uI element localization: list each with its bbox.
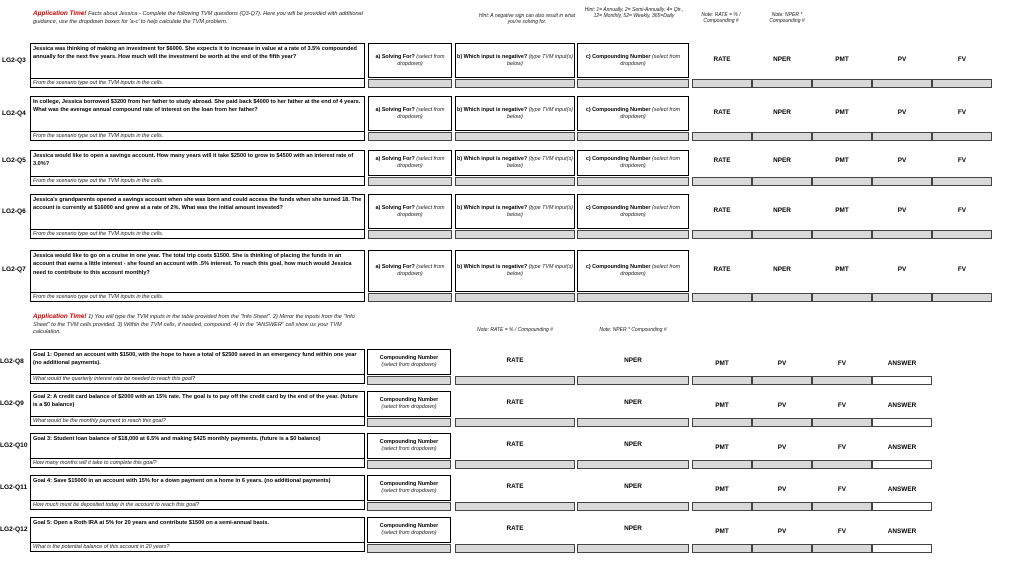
pmt-input[interactable] [812,177,872,186]
compounding-label: c) Compounding Number [585,156,651,162]
compounding-sub: (select from dropdown) [381,488,437,494]
note-nper: Note: NPER * Compounding # [769,12,805,25]
part1-intro-text: Facts about Jessica - Complete the following TVM questions (Q3-Q7). Here you will be provided with additional guidance, use the dropdown boxes for 'a-c' to help calculate the TVM problem. [33,11,363,25]
rate-header: RATE [506,483,524,490]
negative-sub: (type TVM input(s) below) [507,106,573,120]
goal-question: How much must be deposited today in the account to reach this goal? [31,500,364,509]
fv-header: FV [837,486,847,493]
pmt-input[interactable] [812,230,872,239]
negative-input[interactable] [455,293,575,302]
scenario-input-field[interactable]: From the scenario type out the TVM inputs in the cells. [31,229,364,238]
row-id: LG2-Q5 [2,157,26,164]
answer-input[interactable] [872,418,932,427]
fv-header: FV [837,360,847,367]
scenario-input-field[interactable]: From the scenario type out the TVM inputs in the cells. [31,78,364,87]
scenario-input-field[interactable]: From the scenario type out the TVM inputs in the cells. [31,176,364,185]
compounding-sub: (select from dropdown) [620,264,681,277]
goal-box [30,475,365,510]
goal-box [30,391,365,426]
pv-input[interactable] [872,230,932,239]
question-text: Jessica was thinking of making an investment for $6000. She expects it to increase in value at a rate of 3.5% compounded annually for the next five years. How much will the investment be worth at the end of the fifth year? [33,46,357,61]
nper-header: NPER [624,399,642,406]
goal-box [30,433,365,468]
pmt-header: PMT [715,444,729,451]
solving-for-sub: (select from dropdown) [397,156,445,169]
solving-for-dropdown[interactable] [368,96,452,131]
compounding-dropdown[interactable] [367,475,451,501]
solving-for-label: a) Solving For? [375,204,415,211]
nper-input[interactable] [752,79,812,88]
goal-text: Goal 4: Save $15000 in an account with 15% for a down payment on a home in 6 years. (no additional payments) [33,478,331,484]
solving-for-input[interactable] [368,79,452,88]
nper-input[interactable] [577,460,689,469]
goal-box [30,517,365,552]
negative-input[interactable] [455,132,575,141]
negative-input-field[interactable] [455,96,575,131]
pv-header: PV [897,109,907,116]
pv-input[interactable] [752,418,812,427]
pv-header: PV [897,56,907,63]
pv-input[interactable] [872,79,932,88]
compounding-input[interactable] [577,293,689,302]
row-id: LG2-Q10 [0,442,28,449]
pmt-input[interactable] [692,460,752,469]
rate-input[interactable] [692,177,752,186]
nper-input[interactable] [577,544,689,553]
pmt-header: PMT [835,157,849,164]
scenario-input-field[interactable]: From the scenario type out the TVM inputs in the cells. [31,131,364,140]
pmt-input[interactable] [692,544,752,553]
note-rate: Note: RATE = % / Compounding # [701,12,741,25]
negative-input[interactable] [455,177,575,186]
compounding-sub: (select from dropdown) [620,106,681,120]
answer-input[interactable] [872,544,932,553]
pv-header: PV [777,360,787,367]
solving-for-dropdown[interactable] [368,194,452,229]
compounding-sub: (select from dropdown) [620,204,681,218]
pv-input[interactable] [752,460,812,469]
negative-input-field[interactable] [455,250,575,292]
negative-sub: (type TVM input(s) below) [507,53,573,67]
compounding-label: Compounding Number [379,439,439,445]
nper-input[interactable] [577,376,689,385]
pmt-input[interactable] [812,132,872,141]
fv-input[interactable] [932,230,992,239]
nper-input[interactable] [752,177,812,186]
compounding-dropdown[interactable] [577,150,689,176]
pv-input[interactable] [752,544,812,553]
compounding-input[interactable] [367,418,451,427]
answer-header: ANSWER [887,360,917,367]
solving-for-label: a) Solving For? [375,53,415,60]
compounding-dropdown[interactable] [367,433,451,459]
compounding-dropdown[interactable] [367,391,451,417]
part2-intro-title: Application Time! [33,313,87,320]
fv-input[interactable] [932,79,992,88]
fv-header: FV [957,109,967,116]
negative-input[interactable] [455,79,575,88]
answer-header: ANSWER [887,528,917,535]
fv-header: FV [957,157,967,164]
rate-header: RATE [713,207,731,214]
answer-input[interactable] [872,502,932,511]
question-text: Jessica's grandparents opened a savings account when she was born and could access the funds when she turned 18. The account is currently at $16000 and grew at a rate of 2%. What was the initial amount invested? [33,197,362,212]
goal-question: What would be the monthly payment to reach this goal? [31,416,364,425]
compounding-label: Compounding Number [379,481,439,487]
pmt-input[interactable] [692,502,752,511]
pmt-header: PMT [835,56,849,63]
fv-input[interactable] [812,418,872,427]
compounding-sub: (select from dropdown) [381,530,437,536]
solving-for-dropdown[interactable] [368,43,452,78]
nper-input[interactable] [577,502,689,511]
rate-header: RATE [506,525,524,532]
compounding-label: c) Compounding Number [585,53,651,60]
goal-text: Goal 5: Open a Roth IRA at 5% for 20 years and contribute $1500 on a semi-annual basis. [33,520,270,526]
negative-label: b) Which input is negative? [457,53,528,60]
nper-header: NPER [624,357,642,364]
pmt-input[interactable] [812,293,872,302]
pv-input[interactable] [752,502,812,511]
row-id: LG2-Q6 [2,208,26,215]
scenario-input-field[interactable]: From the scenario type out the TVM inputs in the cells. [31,292,364,301]
fv-header: FV [837,402,847,409]
solving-for-label: a) Solving For? [375,156,415,162]
negative-input-field[interactable] [455,150,575,176]
compounding-sub: (select from dropdown) [381,362,437,368]
solving-for-input[interactable] [368,293,452,302]
compounding-dropdown[interactable] [577,43,689,78]
rate-header: RATE [713,157,731,164]
pv-header: PV [777,486,787,493]
solving-for-label: a) Solving For? [375,106,415,113]
compounding-label: Compounding Number [379,355,439,361]
pmt-header: PMT [835,109,849,116]
negative-sub: (type TVM input(s) below) [507,156,573,169]
nper-header: NPER [773,157,791,164]
compounding-dropdown[interactable] [367,349,451,375]
goal-text: Goal 1: Opened an account with $1500, with the hope to have a total of $2500 saved in an emergency fund within one year (no additional payments). [33,352,357,367]
solving-for-label: a) Solving For? [375,264,415,270]
row-id: LG2-Q11 [0,484,28,491]
rate-input[interactable] [455,418,575,427]
rate-input[interactable] [692,132,752,141]
pv-header: PV [777,444,787,451]
part2-note-nper: Note: NPER * Compounding # [599,327,667,333]
pv-input[interactable] [872,132,932,141]
solving-for-sub: (select from dropdown) [397,106,445,120]
hint-compounding: Hint: 1= Annually, 2= Semi-Annually, 4= Qtr., 12= Monthly, 52= Weekly, 365=Daily [584,7,684,20]
question-box [30,96,365,141]
nper-header: NPER [773,207,791,214]
row-id: LG2-Q3 [2,57,26,64]
rate-input[interactable] [692,293,752,302]
fv-header: FV [957,207,967,214]
part2-intro-text: 1) You will type the TVM inputs in the table provided from the "Info Sheet". 2) Mirror the inputs from the "Info Sheet" to the TVM cells provided. 3) Within the TVM cells, if needed, compound. 4) In the "ANSWER" cell show us your TVM calculation. [33,314,355,336]
rate-input[interactable] [455,376,575,385]
pv-input[interactable] [872,177,932,186]
answer-header: ANSWER [887,486,917,493]
pmt-header: PMT [715,360,729,367]
rate-input[interactable] [455,544,575,553]
compounding-label: c) Compounding Number [585,106,651,113]
question-text: In college, Jessica borrowed $3200 from her father to study abroad. She paid back $4000 to her father at the end of 4 years. What was the average annual compound rate of interest on the loan from her father? [33,99,361,114]
rate-header: RATE [506,441,524,448]
pv-header: PV [897,157,907,164]
answer-input[interactable] [872,376,932,385]
row-id: LG2-Q7 [2,266,26,273]
goal-question: How many months will it take to complete this goal? [31,458,364,467]
fv-header: FV [837,528,847,535]
compounding-input[interactable] [577,79,689,88]
fv-input[interactable] [812,544,872,553]
pmt-header: PMT [835,266,849,273]
fv-input[interactable] [932,132,992,141]
nper-header: NPER [773,56,791,63]
compounding-label: Compounding Number [379,397,439,403]
solving-for-sub: (select from dropdown) [397,53,445,67]
compounding-label: c) Compounding Number [585,204,651,211]
fv-input[interactable] [812,460,872,469]
row-id: LG2-Q9 [0,400,24,407]
rate-header: RATE [713,109,731,116]
compounding-sub: (select from dropdown) [381,446,437,452]
row-id: LG2-Q4 [2,110,26,117]
pv-input[interactable] [752,376,812,385]
question-box [30,150,365,186]
goal-question: What would the quarterly interest rate be needed to reach this goal? [31,374,364,383]
solving-for-sub: (select from dropdown) [397,204,445,218]
answer-header: ANSWER [887,444,917,451]
question-text: Jessica would like to open a savings account. How many years will it take $2500 to grow to $4500 with an interest rate of 3.0%? [33,153,354,168]
pmt-input[interactable] [692,418,752,427]
goal-text: Goal 3: Student loan balance of $18,000 at 6.5% and making $425 monthly payments. (future is a $0 balance) [33,436,321,442]
pv-input[interactable] [872,293,932,302]
compounding-sub: (select from dropdown) [381,404,437,410]
rate-input[interactable] [692,79,752,88]
negative-input[interactable] [455,230,575,239]
solving-for-input[interactable] [368,177,452,186]
pv-header: PV [897,207,907,214]
nper-header: NPER [624,525,642,532]
question-text: Jessica would like to go on a cruise in one year. The total trip costs $1500. She is thinking of placing the funds in an account that earns a little interest - she found an account with .5% interest. To reach this goal, how much would Jessica need to contribute to this account monthly? [33,253,352,276]
solving-for-input[interactable] [368,230,452,239]
rate-input[interactable] [692,230,752,239]
rate-header: RATE [506,399,524,406]
nper-header: NPER [773,109,791,116]
compounding-input[interactable] [367,460,451,469]
solving-for-sub: (select from dropdown) [397,264,445,277]
pmt-header: PMT [715,528,729,535]
goal-text: Goal 2: A credit card balance of $2000 with an 15% rate. The goal is to pay off the credit card by the end of the year. (future is a $0 balance) [33,394,359,409]
pmt-header: PMT [715,486,729,493]
pv-header: PV [777,402,787,409]
goal-box [30,349,365,384]
nper-header: NPER [624,483,642,490]
nper-header: NPER [773,266,791,273]
compounding-label: c) Compounding Number [585,264,651,270]
hint-negative: Hint: A negative sign can also result in what you're solving for. [478,13,576,26]
negative-input-field[interactable] [455,194,575,229]
negative-input-field[interactable] [455,43,575,78]
negative-label: b) Which input is negative? [457,106,528,113]
fv-input[interactable] [812,376,872,385]
row-id: LG2-Q8 [0,358,24,365]
nper-input[interactable] [752,230,812,239]
fv-input[interactable] [932,177,992,186]
rate-input[interactable] [455,502,575,511]
solving-for-dropdown[interactable] [368,150,452,176]
compounding-dropdown[interactable] [577,194,689,229]
pmt-input[interactable] [812,79,872,88]
nper-header: NPER [624,441,642,448]
rate-header: RATE [506,357,524,364]
part1-intro [33,10,365,26]
compounding-input[interactable] [367,502,451,511]
negative-label: b) Which input is negative? [457,156,528,162]
pmt-header: PMT [835,207,849,214]
question-box [30,250,365,302]
negative-label: b) Which input is negative? [457,264,528,270]
question-box [30,194,365,239]
pmt-header: PMT [715,402,729,409]
solving-for-dropdown[interactable] [368,250,452,292]
compounding-label: Compounding Number [379,523,439,529]
negative-label: b) Which input is negative? [457,204,528,211]
nper-input[interactable] [752,132,812,141]
fv-input[interactable] [932,293,992,302]
compounding-input[interactable] [367,544,451,553]
nper-input[interactable] [577,418,689,427]
rate-header: RATE [713,56,731,63]
fv-header: FV [957,56,967,63]
compounding-sub: (select from dropdown) [620,53,681,67]
row-id: LG2-Q12 [0,526,28,533]
part2-note-rate: Note: RATE = % / Compounding # [477,327,553,333]
rate-input[interactable] [455,460,575,469]
rate-header: RATE [713,266,731,273]
compounding-input[interactable] [367,376,451,385]
compounding-dropdown[interactable] [577,96,689,131]
pmt-input[interactable] [692,376,752,385]
answer-header: ANSWER [887,402,917,409]
compounding-sub: (select from dropdown) [620,156,681,169]
negative-sub: (type TVM input(s) below) [507,204,573,218]
goal-question: What is the potential balance of this account in 20 years? [31,542,364,551]
answer-input[interactable] [872,460,932,469]
pv-header: PV [777,528,787,535]
pv-header: PV [897,266,907,273]
compounding-input[interactable] [577,132,689,141]
part2-intro [33,313,365,337]
fv-header: FV [957,266,967,273]
compounding-dropdown[interactable] [367,517,451,543]
compounding-dropdown[interactable] [577,250,689,292]
part1-intro-title: Application Time! [33,10,87,17]
compounding-input[interactable] [577,177,689,186]
fv-header: FV [837,444,847,451]
question-box [30,43,365,88]
compounding-input[interactable] [577,230,689,239]
negative-sub: (type TVM input(s) below) [507,264,573,277]
solving-for-input[interactable] [368,132,452,141]
fv-input[interactable] [812,502,872,511]
nper-input[interactable] [752,293,812,302]
